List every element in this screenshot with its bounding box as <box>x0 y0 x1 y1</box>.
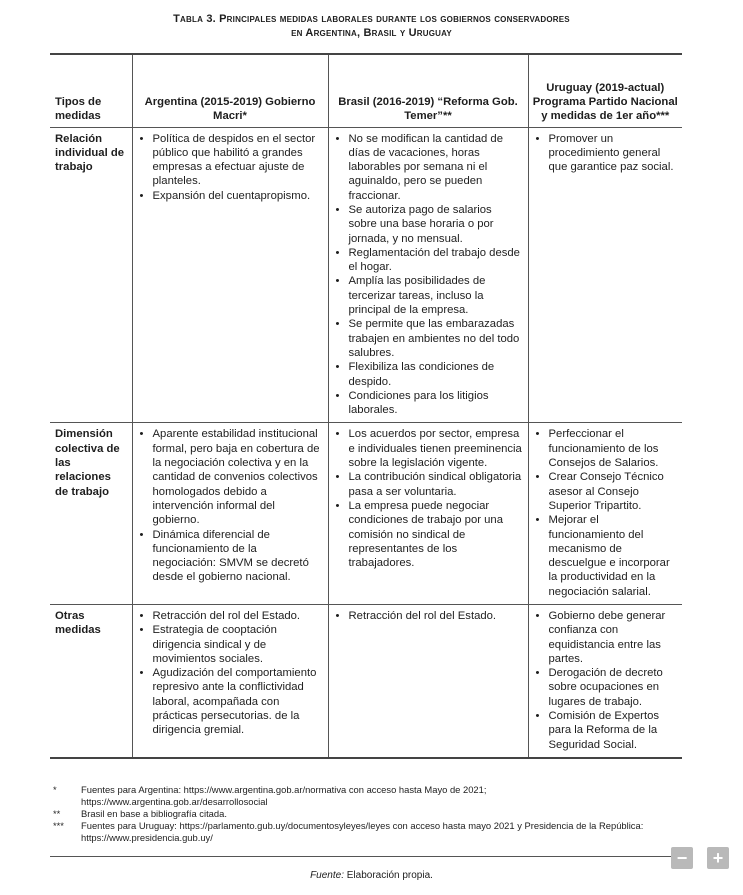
table-body <box>50 127 682 758</box>
table-row <box>50 423 682 605</box>
cell-argentina <box>132 605 328 758</box>
list-item: • Dinámica diferencial de funcionamiento de la negociación: SMVM se decretó desde el gobierno nacional. <box>138 528 323 585</box>
footnote-mark: ** <box>53 808 61 819</box>
table-row <box>50 605 682 758</box>
table-row <box>50 127 682 423</box>
list-item: • Amplía las posibilidades de tercerizar tareas, incluso la principal de la empresa. <box>334 274 523 317</box>
bullet-list <box>334 132 523 418</box>
list-item: • Crear Consejo Técnico asesor al Consejo Superior Tripartito. <box>534 470 678 513</box>
list-item: • Condiciones para los litigios laborales. <box>334 389 523 418</box>
bullet-list <box>534 132 678 175</box>
list-item: • Se permite que las embarazadas trabajen en ambientes no del todo salubres. <box>334 317 523 360</box>
header-argentina: Argentina (2015-2019) Gobierno Macri* <box>132 54 328 127</box>
list-item: • No se modifican la cantidad de días de vacaciones, horas laborables por semana ni el aguinaldo, pero se pueden fraccionar. <box>334 132 523 203</box>
table-title <box>0 12 743 40</box>
cell-uruguay <box>528 605 682 758</box>
source-label: Fuente: <box>310 870 344 881</box>
bullet-list <box>534 427 678 599</box>
table-title-line-2: en Argentina, Brasil y Uruguay <box>291 27 452 39</box>
footnote <box>53 784 673 808</box>
list-item: • Flexibiliza las condiciones de despido. <box>334 360 523 389</box>
cell-brasil <box>328 423 528 605</box>
footnotes <box>53 784 673 844</box>
list-item: • Perfeccionar el funcionamiento de los Consejos de Salarios. <box>534 427 678 470</box>
list-item: • Retracción del rol del Estado. <box>138 609 323 623</box>
footnote-text: Fuentes para Uruguay: https://parlamento.gub.uy/documentosyleyes/leyes con acceso hasta mayo 2021 y Presidencia de la República: https://www.presidencia.gub.uy/ <box>81 820 644 843</box>
zoom-out-button[interactable]: − <box>671 847 693 869</box>
list-item: • Expansión del cuentapropismo. <box>138 189 323 203</box>
row-header: Relación individual de trabajo <box>50 127 132 423</box>
footnote-mark: *** <box>53 820 64 831</box>
header-measure-types: Tipos de medidas <box>50 54 132 127</box>
list-item: • Retracción del rol del Estado. <box>334 609 523 623</box>
list-item: • La contribución sindical obligatoria pasa a ser voluntaria. <box>334 470 523 499</box>
footnote-text: Brasil en base a bibliografía citada. <box>81 808 227 819</box>
zoom-in-button[interactable]: + <box>707 847 729 869</box>
bullet-list <box>138 427 323 584</box>
list-item: • Gobierno debe generar confianza con equidistancia entre las partes. <box>534 609 678 666</box>
list-item: • La empresa puede negociar condiciones de trabajo por una comisión no sindical de representantes de los trabajadores. <box>334 499 523 570</box>
bullet-list <box>334 427 523 570</box>
footnote <box>53 808 673 820</box>
footnotes-divider <box>50 856 682 857</box>
list-item: • Los acuerdos por sector, empresa e individuales tienen preeminencia sobre la legislación vigente. <box>334 427 523 470</box>
list-item: • Derogación de decreto sobre ocupaciones en lugares de trabajo. <box>534 666 678 709</box>
footnote-text: Fuentes para Argentina: https://www.argentina.gob.ar/normativa con acceso hasta Mayo de 2021; https://www.argentina.gob.ar/desarrollosocial <box>81 784 487 807</box>
list-item: • Mejorar el funcionamiento del mecanismo de descuelgue e incorporar la productividad en la negociación salarial. <box>534 513 678 599</box>
list-item: • Agudización del comportamiento represivo ante la conflictividad laboral, acompañada con prácticas persecutorias. de la dirigencia gremial. <box>138 666 323 737</box>
cell-argentina <box>132 423 328 605</box>
list-item: • Aparente estabilidad institucional formal, pero baja en cobertura de la negociación colectiva y en la cantidad de convenios colectivos homologados debido a intervención informal del gobierno. <box>138 427 323 527</box>
row-header: Dimensión colectiva de las relaciones de trabajo <box>50 423 132 605</box>
footnote <box>53 820 673 844</box>
cell-argentina <box>132 127 328 423</box>
header-brasil: Brasil (2016-2019) “Reforma Gob. Temer”** <box>328 54 528 127</box>
row-header: Otras medidas <box>50 605 132 758</box>
footnote-mark: * <box>53 784 57 795</box>
bullet-list <box>138 132 323 203</box>
bullet-list <box>534 609 678 752</box>
table-title-line-1: Tabla 3. Principales medidas laborales durante los gobiernos conservadores <box>173 13 570 25</box>
source-line <box>0 870 743 881</box>
source-text: Elaboración propia. <box>346 870 433 881</box>
list-item: • Comisión de Expertos para la Reforma de la Seguridad Social. <box>534 709 678 752</box>
bullet-list <box>334 609 523 623</box>
cell-uruguay <box>528 127 682 423</box>
list-item: • Se autoriza pago de salarios sobre una base horaria o por jornada, y no mensual. <box>334 203 523 246</box>
list-item: • Reglamentación del trabajo desde el hogar. <box>334 246 523 275</box>
header-uruguay: Uruguay (2019-actual) Programa Partido Nacional y medidas de 1er año*** <box>528 54 682 127</box>
table-header-row <box>50 54 682 127</box>
measures-table <box>50 53 682 759</box>
list-item: • Política de despidos en el sector público que habilitó a grandes empresas a efectuar ajuste de planteles. <box>138 132 323 189</box>
cell-brasil <box>328 605 528 758</box>
list-item: • Promover un procedimiento general que garantice paz social. <box>534 132 678 175</box>
cell-uruguay <box>528 423 682 605</box>
bullet-list <box>138 609 323 738</box>
cell-brasil <box>328 127 528 423</box>
list-item: • Estrategia de cooptación dirigencia sindical y de movimientos sociales. <box>138 623 323 666</box>
